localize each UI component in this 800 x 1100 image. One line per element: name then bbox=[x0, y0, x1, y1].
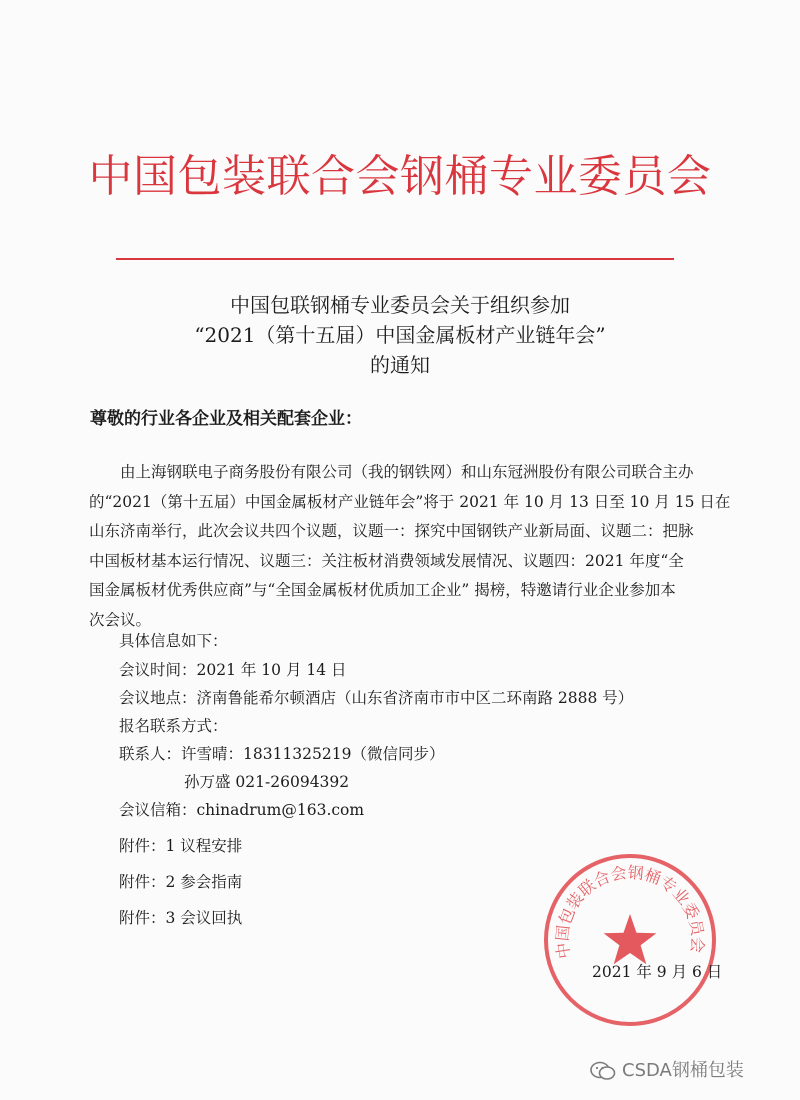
contact-person-1: 联系人：许雪晴：18311325219（微信同步） bbox=[119, 745, 445, 763]
body-line: 山东济南举行，此次会议共四个议题，议题一：探究中国钢铁产业新局面、议题二：把脉 bbox=[89, 522, 694, 540]
watermark bbox=[590, 1056, 744, 1082]
meeting-time: 会议时间：2021 年 10 月 14 日 bbox=[119, 661, 347, 679]
body-line: 次会议。 bbox=[89, 610, 152, 629]
info-intro: 具体信息如下： bbox=[119, 632, 228, 650]
seal-text: 中国包装联合会钢桶专业委员会 bbox=[552, 862, 708, 960]
letterhead-title: 中国包装联合会钢桶专业委员会 bbox=[88, 151, 712, 202]
official-seal bbox=[540, 850, 723, 1030]
meeting-email: 会议信箱：chinadrum@163.com bbox=[119, 801, 365, 819]
body-line: 由上海钢联电子商务股份有限公司（我的钢铁网）和山东冠洲股份有限公司联合主办 bbox=[120, 463, 694, 481]
document-title bbox=[0, 290, 800, 380]
attachment-3: 附件：3 会议回执 bbox=[119, 909, 243, 927]
title-line-2: “2021（第十五届）中国金属板材产业链年会” bbox=[194, 323, 606, 347]
meeting-venue: 会议地点：济南鲁能希尔顿酒店（山东省济南市市中区二环南路 2888 号） bbox=[119, 689, 634, 707]
contact-person-2: 孙万盛 021-26094392 bbox=[184, 773, 350, 791]
body-line: 的“2021（第十五届）中国金属板材产业链年会”将于 2021 年 10 月 13 日至 10 月 15 日在 bbox=[89, 492, 731, 511]
title-line-3: 的通知 bbox=[370, 353, 430, 377]
issue-date: 2021 年 9 月 6 日 bbox=[592, 963, 723, 981]
title-line-1: 中国包联钢桶专业委员会关于组织参加 bbox=[230, 293, 570, 317]
wechat-icon bbox=[590, 1061, 616, 1081]
body-line: 中国板材基本运行情况、议题三：关注板材消费领域发展情况、议题四：2021 年度“全 bbox=[89, 551, 684, 570]
contact-header: 报名联系方式： bbox=[119, 717, 228, 735]
salutation: 尊敬的行业各企业及相关配套企业： bbox=[90, 409, 362, 429]
watermark-text: CSDA钢桶包装 bbox=[622, 1060, 744, 1081]
body-paragraph bbox=[89, 458, 731, 635]
red-divider bbox=[116, 258, 674, 260]
attachment-2: 附件：2 参会指南 bbox=[119, 873, 243, 891]
body-line: 国金属板材优秀供应商”与“全国金属板材优质加工企业” 揭榜，特邀请行业企业参加本 bbox=[89, 581, 676, 599]
star-icon bbox=[604, 914, 657, 964]
attachment-1: 附件：1 议程安排 bbox=[119, 837, 243, 855]
